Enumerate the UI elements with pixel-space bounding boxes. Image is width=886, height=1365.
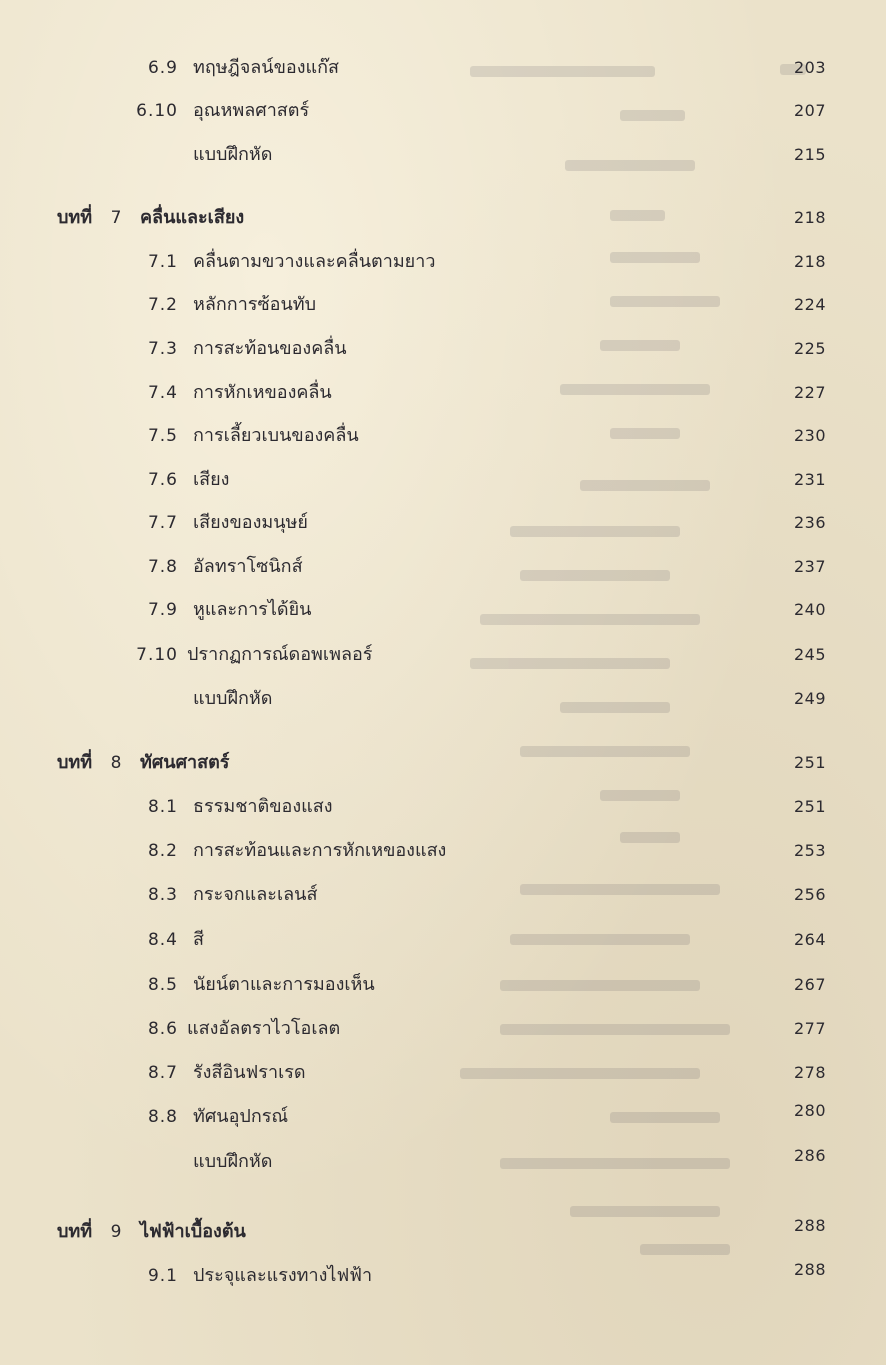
section-number: 8.4 [147,930,178,950]
chapter-number: 8 [110,753,122,773]
section-title: กระจกและเลนส์ [193,884,318,905]
toc-row [0,508,886,538]
section-number: 7.4 [147,383,178,403]
section-number: 8.8 [147,1107,178,1127]
section-title: หลักการซ้อนทับ [193,294,317,315]
section-title: นัยน์ตาและการมองเห็น [193,974,375,995]
section-number: 7.3 [147,339,178,359]
toc-row [0,1102,886,1132]
section-title: คลื่นตามขวางและคลื่นตามยาว [193,251,436,272]
section-number: 8.7 [147,1063,178,1083]
exercises-title: แบบฝึกหัด [193,688,273,709]
toc-row [0,247,886,277]
section-number: 7.2 [147,295,178,315]
chapter-title: ไฟฟ้าเบื้องต้น [140,1221,246,1242]
toc-row [0,684,886,714]
page-number: 277 [793,1019,826,1038]
chapter-heading [0,748,886,778]
page-number: 225 [793,339,826,358]
section-title: การเลี้ยวเบนของคลื่น [193,425,359,446]
section-number: 6.10 [136,101,178,121]
page-number: 227 [793,383,826,402]
page-number: 264 [793,930,826,949]
toc-row [0,792,886,822]
page-number: 288 [793,1260,826,1279]
section-title: ประจุและแรงทางไฟฟ้า [193,1265,373,1286]
section-number: 8.2 [147,841,178,861]
page-number: 288 [793,1216,826,1235]
section-number: 8.6 [147,1019,178,1039]
toc-row [0,378,886,408]
section-title: เสียง [193,469,230,490]
section-title: แสงอัลตราไวโอเลต [187,1018,341,1039]
page-number: 251 [793,797,826,816]
section-title: การหักเหของคลื่น [193,382,332,403]
page-number: 251 [793,753,826,772]
section-title: สี [193,929,204,950]
page-number: 256 [793,885,826,904]
section-title: เสียงของมนุษย์ [193,512,308,533]
section-number: 9.1 [147,1266,178,1286]
section-number: 7.6 [147,470,178,490]
chapter-number: 7 [110,208,122,228]
page-number: 280 [793,1101,826,1120]
page-number: 203 [793,58,826,77]
toc-row [0,465,886,495]
chapter-title: ทัศนศาสตร์ [140,752,230,773]
exercises-title: แบบฝึกหัด [193,1151,273,1172]
chapter-label: บทที่ [57,207,93,228]
page-number: 267 [793,975,826,994]
section-title: รังสีอินฟราเรด [193,1062,306,1083]
section-number: 8.1 [147,797,178,817]
toc-row [0,880,886,910]
section-title: อัลทราโซนิกส์ [193,556,303,577]
toc-row [0,1058,886,1088]
toc-row [0,53,886,83]
toc-row [0,334,886,364]
page-number: 215 [793,145,826,164]
chapter-number: 9 [110,1222,122,1242]
section-number: 7.8 [147,557,178,577]
chapter-heading [0,203,886,233]
toc-row [0,1147,886,1177]
chapter-title: คลื่นและเสียง [140,207,245,228]
toc-row [0,925,886,955]
page-number: 278 [793,1063,826,1082]
page-number: 224 [793,295,826,314]
chapter-heading [0,1217,886,1247]
section-number: 7.9 [147,600,178,620]
toc-row [0,836,886,866]
toc-row [0,140,886,170]
section-number: 6.9 [147,58,178,78]
page-number: 230 [793,426,826,445]
page-number: 240 [793,600,826,619]
section-number: 7.5 [147,426,178,446]
toc-row [0,552,886,582]
toc-row [0,1261,886,1291]
section-title: ทัศนอุปกรณ์ [193,1106,289,1127]
section-number: 7.7 [147,513,178,533]
toc-row [0,290,886,320]
section-title: ปรากฏการณ์ดอพเพลอร์ [187,644,373,665]
toc-row [0,96,886,126]
toc-row [0,970,886,1000]
page-number: 236 [793,513,826,532]
toc-row [0,421,886,451]
section-title: ทฤษฎีจลน์ของแก๊ส [193,57,339,78]
section-number: 8.5 [147,975,178,995]
toc-row [0,640,886,670]
page-number: 218 [793,252,826,271]
page-number: 253 [793,841,826,860]
page-number: 237 [793,557,826,576]
section-number: 8.3 [147,885,178,905]
section-title: หูและการได้ยิน [193,599,312,620]
section-title: การสะท้อนของคลื่น [193,338,347,359]
page-number: 245 [793,645,826,664]
section-title: ธรรมชาติของแสง [193,796,333,817]
toc-row [0,1014,886,1044]
exercises-title: แบบฝึกหัด [193,144,273,165]
section-title: อุณหพลศาสตร์ [193,100,310,121]
page-number: 286 [793,1146,826,1165]
toc-row [0,595,886,625]
page-number: 231 [793,470,826,489]
section-number: 7.10 [136,645,178,665]
chapter-label: บทที่ [57,1221,93,1242]
section-number: 7.1 [147,252,178,272]
section-title: การสะท้อนและการหักเหของแสง [193,840,447,861]
page-number: 249 [793,689,826,708]
chapter-label: บทที่ [57,752,93,773]
page-number: 218 [793,208,826,227]
page-number: 207 [793,101,826,120]
